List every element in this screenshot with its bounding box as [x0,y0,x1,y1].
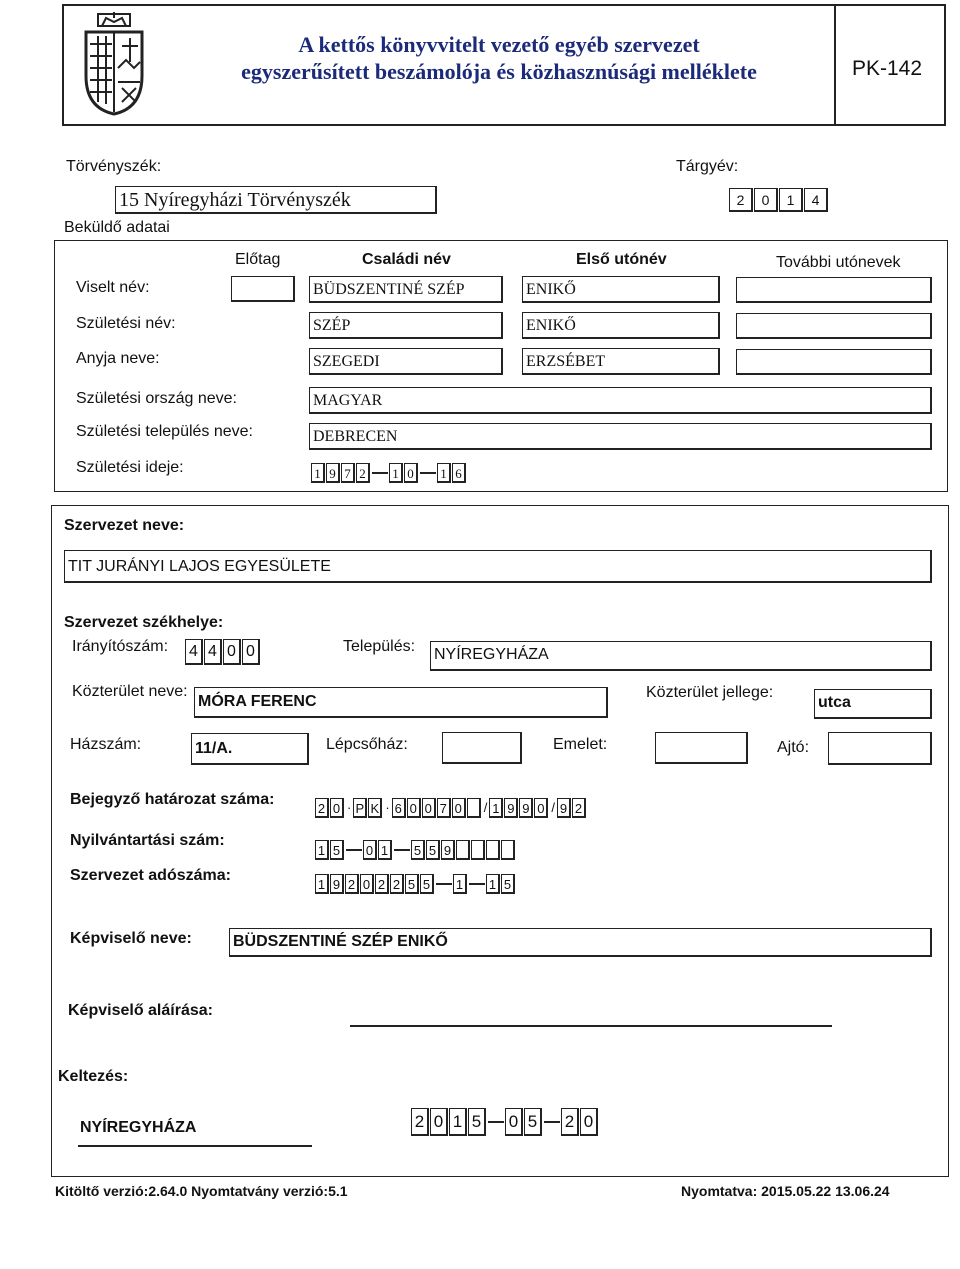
tax-number-label: Szervezet adószáma: [70,867,231,884]
door-label: Ajtó: [777,739,810,756]
form-code: PK-142 [852,57,923,80]
digit-cell: 0 [430,1108,448,1136]
digit-cell: 1 [779,188,803,212]
digit-cell: 0 [452,798,466,818]
court-value: 15 Nyíregyházi Törvényszék [119,189,351,211]
street-type-label: Közterület jellege: [646,684,774,701]
representative-name-value: BÜDSZENTINÉ SZÉP ENIKŐ [233,933,448,950]
birth-first-name-field[interactable] [522,312,720,339]
mother-first-name-field[interactable] [522,348,720,375]
digit-cell [471,840,485,860]
worn-name-prefix-field[interactable] [231,276,295,302]
dash-separator [469,883,485,885]
digit-cell: 0 [422,798,436,818]
dash-separator [346,849,362,851]
dating-place-line[interactable] [78,1145,312,1147]
tax-number-digits[interactable] [315,872,516,894]
staircase-field[interactable] [442,732,522,764]
coat-of-arms-logo [78,12,150,116]
digit-cell: 5 [501,874,515,894]
digit-cell: 6 [392,798,406,818]
form-title-line1: A kettős könyvvitelt vezető egyéb szervezet [298,32,700,57]
col-other-header: További utónevek [776,254,901,271]
digit-cell: 5 [468,1108,486,1136]
form-title [174,31,824,85]
digit-cell: 5 [330,840,344,860]
birth-family-name-value: SZÉP [313,317,351,334]
digit-cell: 9 [557,798,571,818]
birth-name-label: Születési név: [76,315,176,332]
birth-country-label: Születési ország neve: [76,390,237,407]
digit-cell: 6 [452,463,466,483]
digit-cell: 9 [330,874,344,894]
digit-cell: 1 [315,874,329,894]
org-name-value: TIT JURÁNYI LAJOS EGYESÜLETE [68,558,331,575]
digit-cell: 9 [519,798,533,818]
digit-cell: 0 [223,639,241,665]
sender-section-label: Beküldő adatai [64,219,170,236]
birth-place-label: Születési település neve: [76,423,253,440]
birth-place-value: DEBRECEN [313,428,398,445]
birth-family-name-field[interactable] [309,312,503,339]
dot-separator: · [347,800,352,815]
digit-cell: 2 [375,874,389,894]
digit-cell: 2 [345,874,359,894]
birth-date-digits[interactable] [311,461,467,483]
street-field[interactable] [194,687,608,718]
house-number-value: 11/A. [195,740,233,757]
decision-number-digits[interactable] [315,796,587,818]
slash-separator: / [551,800,555,815]
digit-cell [501,840,515,860]
digit-cell: 2 [356,463,370,483]
digit-cell: 1 [378,840,392,860]
dot-separator: · [385,800,390,815]
birth-country-value: MAGYAR [313,392,383,409]
representative-name-label: Képviselő neve: [70,930,192,947]
digit-cell: P [353,798,367,818]
digit-cell: 1 [437,463,451,483]
digit-cell: 0 [580,1108,598,1136]
digit-cell: 1 [389,463,403,483]
digit-cell: 2 [390,874,404,894]
street-value: MÓRA FERENC [198,693,317,710]
worn-family-name-field[interactable] [309,276,503,303]
digit-cell: 0 [754,188,778,212]
dash-separator [394,849,410,851]
digit-cell: 7 [437,798,451,818]
digit-cell: 4 [804,188,828,212]
dash-separator [420,472,436,474]
digit-cell: 4 [185,639,203,665]
digit-cell: 7 [341,463,355,483]
header-box [62,4,946,126]
city-value: NYÍREGYHÁZA [434,646,549,663]
signature-label: Képviselő aláírása: [68,1002,213,1019]
digit-cell [456,840,470,860]
dash-separator [544,1121,560,1123]
digit-cell: 0 [505,1108,523,1136]
mother-family-name-value: SZEGEDI [313,353,380,370]
digit-cell [467,798,481,818]
door-field[interactable] [828,732,932,765]
worn-other-names-field[interactable] [736,277,932,303]
org-name-label: Szervezet neve: [64,517,185,534]
digit-cell: K [368,798,382,818]
digit-cell: 0 [363,840,377,860]
form-title-line2: egyszerűsített beszámolója és közhasznúsági melléklete [241,59,757,84]
mother-family-name-field[interactable] [309,348,503,375]
birth-date-label: Születési ideje: [76,459,184,476]
digit-cell: 9 [441,840,455,860]
digit-cell: 2 [729,188,753,212]
org-seat-label: Szervezet székhelye: [64,614,224,631]
city-label: Település: [343,638,416,655]
mother-other-names-field[interactable] [736,349,932,375]
col-family-header: Családi név [362,251,451,268]
house-number-label: Házszám: [70,736,142,753]
zip-label: Irányítószám: [72,638,169,655]
representative-name-field[interactable] [229,928,932,957]
court-field[interactable] [115,186,437,214]
floor-label: Emelet: [553,736,608,753]
digit-cell: 0 [407,798,421,818]
mother-name-label: Anyja neve: [76,350,160,367]
col-first-header: Első utónév [576,251,667,268]
floor-field[interactable] [655,732,748,764]
zip-digits[interactable] [185,643,261,665]
digit-cell [486,840,500,860]
birth-other-names-field[interactable] [736,313,932,339]
signature-line[interactable] [350,1025,832,1027]
worn-family-name-value: BÜDSZENTINÉ SZÉP [313,281,465,298]
dating-date-digits[interactable] [411,1114,599,1136]
digit-cell: 2 [411,1108,429,1136]
decision-number-label: Bejegyző határozat száma: [70,791,275,808]
dating-place-value: NYÍREGYHÁZA [80,1119,197,1136]
worn-first-name-value: ENIKŐ [526,281,576,298]
digit-cell: 0 [242,639,260,665]
digit-cell: 2 [561,1108,579,1136]
digit-cell: 9 [326,463,340,483]
subject-year-digits[interactable] [729,190,829,212]
street-type-value: utca [818,694,851,711]
digit-cell: 5 [426,840,440,860]
slash-separator: / [483,800,488,815]
digit-cell: 0 [360,874,374,894]
digit-cell: 5 [405,874,419,894]
digit-cell: 0 [330,798,344,818]
digit-cell: 1 [489,798,503,818]
digit-cell: 2 [315,798,329,818]
street-label: Közterület neve: [72,683,188,700]
worn-name-label: Viselt név: [76,279,150,296]
digit-cell: 4 [204,639,222,665]
col-prefix-header: Előtag [235,251,281,268]
birth-first-name-value: ENIKŐ [526,317,576,334]
dash-separator [488,1121,504,1123]
header-divider [834,6,836,124]
record-number-digits[interactable] [315,838,516,860]
digit-cell: 1 [453,874,467,894]
court-label: Törvényszék: [66,158,162,175]
dating-label: Keltezés: [58,1068,129,1085]
digit-cell: 0 [404,463,418,483]
dash-separator [372,472,388,474]
house-number-field[interactable] [191,733,309,765]
birth-country-field[interactable] [309,387,932,414]
digit-cell: 1 [449,1108,467,1136]
record-number-label: Nyilvántartási szám: [70,832,225,849]
digit-cell: 5 [411,840,425,860]
street-type-field[interactable] [814,689,932,719]
staircase-label: Lépcsőház: [326,736,408,753]
digit-cell: 1 [315,840,329,860]
birth-place-field[interactable] [309,423,932,450]
digit-cell: 5 [524,1108,542,1136]
subject-year-label: Tárgyév: [676,158,739,175]
digit-cell: 2 [572,798,586,818]
digit-cell: 9 [504,798,518,818]
digit-cell: 1 [311,463,325,483]
org-name-field[interactable] [64,550,932,583]
digit-cell: 0 [534,798,548,818]
digit-cell: 1 [486,874,500,894]
mother-first-name-value: ERZSÉBET [526,353,606,370]
worn-first-name-field[interactable] [522,276,720,303]
digit-cell: 5 [420,874,434,894]
footer-printed: Nyomtatva: 2015.05.22 13.06.24 [681,1183,890,1199]
footer-version: Kitöltő verzió:2.64.0 Nyomtatvány verzió:5.1 [55,1183,348,1199]
city-field[interactable] [430,641,932,671]
dash-separator [436,883,452,885]
